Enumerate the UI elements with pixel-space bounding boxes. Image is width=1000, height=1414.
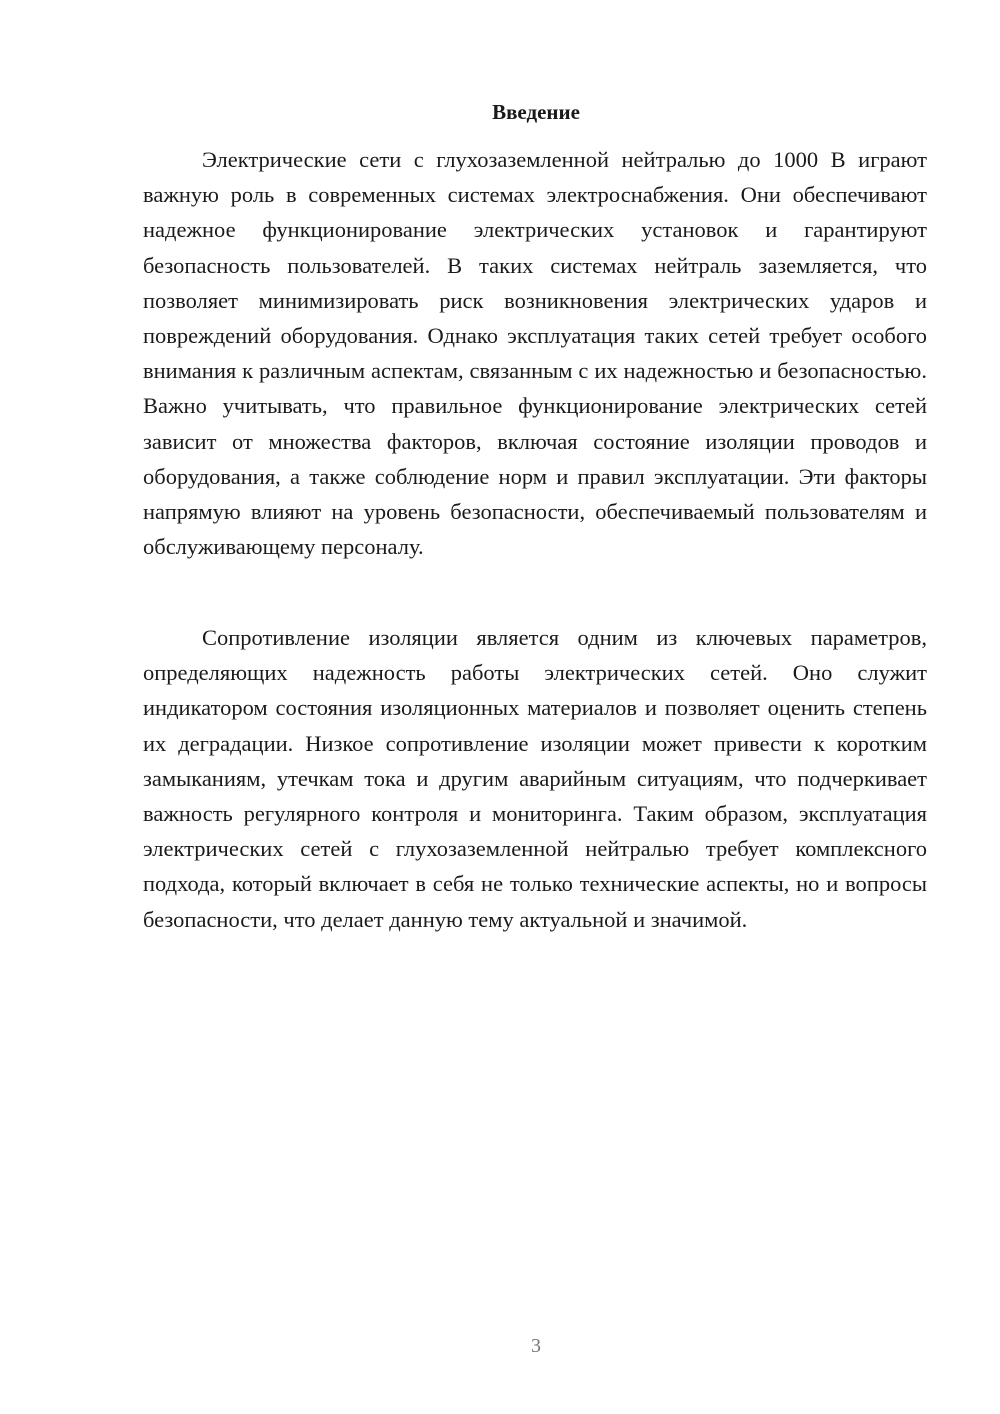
paragraph-2-block [143, 620, 927, 937]
section-heading: Введение [492, 100, 580, 124]
page-number: 3 [531, 1335, 541, 1357]
paragraph-1-block [143, 142, 927, 564]
paragraph-1: Электрические сети с глухозаземленной нейтралью до 1000 В играют важную роль в современных системах электроснабжения. Они обеспечивают надежное функционирование электрических установок и гарантируют безопасность пользователей. В таких системах нейтраль заземляется, что позволяет минимизировать риск возникновения электрических ударов и повреждений оборудования. Однако эксплуатация таких сетей требует особого внимания к различным аспектам, связанным с их надежностью и безопасностью. Важно учитывать, что правильное функционирование электрических сетей зависит от множества факторов, включая состояние изоляции проводов и оборудования, а также соблюдение норм и правил эксплуатации. Эти факторы напрямую влияют на уровень безопасности, обеспечиваемый пользователям и обслуживающему персоналу. [143, 147, 927, 560]
paragraph-2: Сопротивление изоляции является одним из ключевых параметров, определяющих надежность работы электрических сетей. Оно служит индикатором состояния изоляционных материалов и позволяет оценить степень их деградации. Низкое сопротивление изоляции может привести к коротким замыканиям, утечкам тока и другим аварийным ситуациям, что подчеркивает важность регулярного контроля и мониторинга. Таким образом, эксплуатация электрических сетей с глухозаземленной нейтралью требует комплексного подхода, который включает в себя не только технические аспекты, но и вопросы безопасности, что делает данную тему актуальной и значимой. [143, 625, 927, 932]
